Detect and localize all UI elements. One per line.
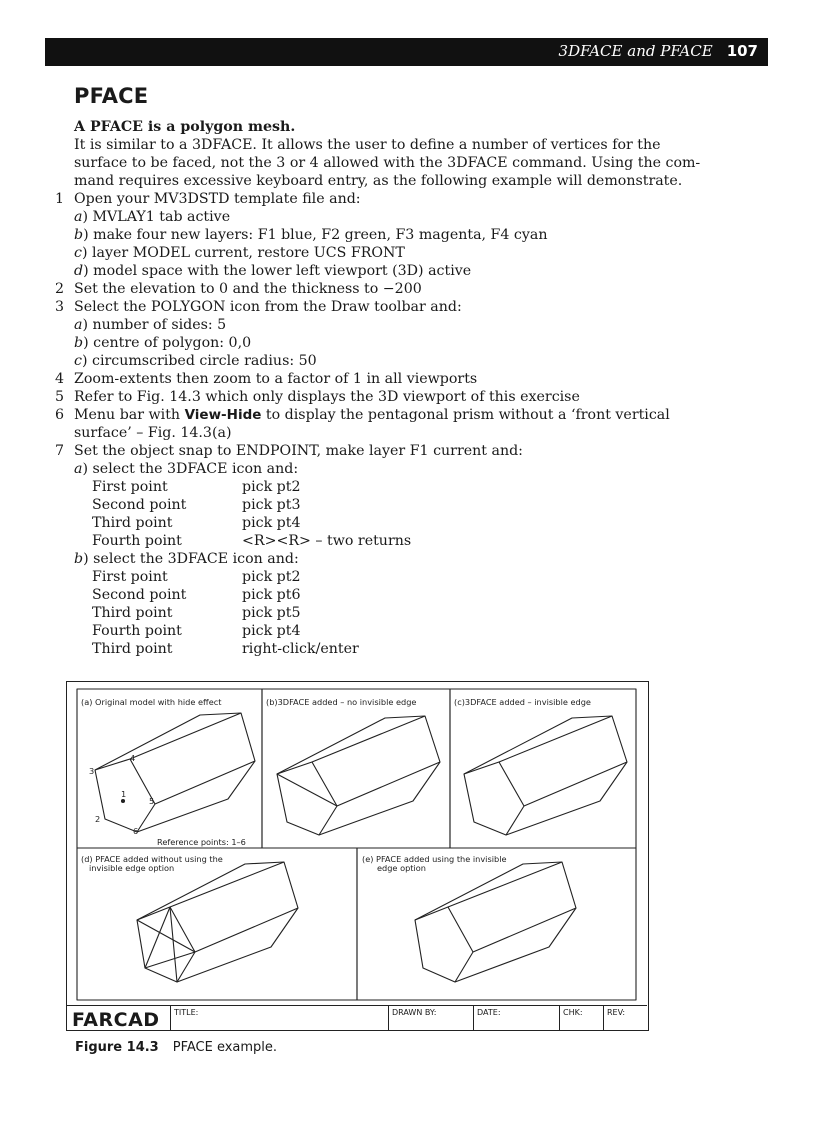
step-number: 3 [55,299,65,315]
figure-caption [75,1040,277,1055]
cad-drawing [67,682,647,1005]
sub-text: ) layer MODEL current, restore UCS FRONT [81,245,405,261]
panel-e-label-1: (e) PFACE added using the invisible [362,854,507,864]
sub-label: c [74,245,82,261]
panel-b-label: (b)3DFACE added – no invisible edge [266,697,417,707]
prompt-row [0,604,816,622]
step-text: Menu bar with [74,407,185,423]
pentagon-front-d [137,907,195,982]
prompt-key: Second point [92,497,187,513]
prompt-row [0,640,816,658]
prism-c [464,716,627,835]
running-title-text: 3DFACE and PFACE [558,42,713,60]
prism-e-edge [448,862,562,907]
prism-d-edge [170,862,284,907]
step-6 [0,406,816,424]
step-6-cont: surface’ – Fig. 14.3(a) [74,425,232,441]
center-point [122,800,125,803]
figure-14-3 [66,681,649,1031]
sub-text: ) circumscribed circle radius: 50 [81,353,317,369]
prism-a-edge [130,713,241,759]
ref-point-6: 6 [133,826,139,836]
drawn-by-field: DRAWN BY: [388,1006,473,1031]
prism-a [95,713,255,832]
step-1c [0,244,816,262]
prompt-row [0,496,816,514]
step-7a [0,460,816,478]
prompt-value: pick pt4 [242,515,301,531]
sub-text: ) make four new layers: F1 blue, F2 green, F3 magenta, F4 cyan [83,227,548,243]
step-text: Set the elevation to 0 and the thickness to −200 [74,281,422,297]
step-1a [0,208,816,226]
panel-c-label: (c)3DFACE added – invisible edge [454,697,591,707]
sub-label: a [74,461,83,477]
running-title [559,42,758,60]
pentagon-front-c [464,762,524,835]
sub-label: b [74,551,84,567]
mesh-edge [145,907,170,968]
prompt-value: pick pt6 [242,587,301,603]
panel-d-label-1: (d) PFACE added without using the [81,854,223,864]
prism-d-outline [137,862,298,982]
step-7 [0,442,816,460]
panel-b-frame [262,689,450,848]
section-title: PFACE [74,84,149,108]
sub-label: d [74,263,84,279]
reference-points-note: Reference points: 1–6 [157,837,246,847]
sub-label: c [74,353,82,369]
step-1b [0,226,816,244]
panel-d-label-2: invisible edge option [89,863,175,873]
sub-text: ) centre of polygon: 0,0 [83,335,252,351]
prism-d [137,862,298,982]
chk-field: CHK: [559,1006,603,1031]
prism-c-outline [464,716,627,835]
step-number: 7 [55,443,65,459]
step-text: Refer to Fig. 14.3 which only displays the 3D viewport of this exercise [74,389,580,405]
running-header [45,38,768,66]
ref-point-5: 5 [149,796,155,806]
sub-text: ) select the 3DFACE icon and: [82,461,299,477]
step-text: to display the pentagonal prism without a ‘front vertical [261,407,670,423]
sub-text: ) model space with the lower left viewport (3D) active [83,263,472,279]
prism-e-outline [415,862,576,982]
prism-a-outline [95,713,255,832]
prompt-value: pick pt3 [242,497,301,513]
step-3a [0,316,816,334]
prompt-value: pick pt2 [242,569,301,585]
body-text [0,118,816,658]
date-field: DATE: [473,1006,559,1031]
prism-e [415,862,576,982]
farcad-logo: FARCAD [72,1009,160,1031]
title-field: TITLE: [170,1006,388,1031]
prompt-key: Second point [92,587,187,603]
figure-label: Figure 14.3 [75,1040,159,1055]
step-4 [0,370,816,388]
intro-line: It is similar to a 3DFACE. It allows the user to define a number of vertices for the [74,137,661,153]
menu-command: View-Hide [184,407,262,423]
ref-point-2: 2 [95,814,101,824]
step-2 [0,280,816,298]
step-text: Zoom-extents then zoom to a factor of 1 in all viewports [74,371,478,387]
page-number: 107 [726,42,758,60]
prompt-value: right-click/enter [242,641,359,657]
step-3b [0,334,816,352]
prism-b-outline [277,716,440,835]
step-1d [0,262,816,280]
prompt-key: Third point [92,515,173,531]
panel-e-label-2: edge option [377,863,426,873]
step-number: 1 [55,191,65,207]
step-text: Open your MV3DSTD template file and: [74,191,361,207]
step-number: 5 [55,389,65,405]
pentagon-front-e [415,907,473,982]
prompt-row [0,478,816,496]
sub-text: ) number of sides: 5 [82,317,227,333]
ref-point-1: 1 [121,789,127,799]
sub-text: ) select the 3DFACE icon and: [83,551,299,567]
sub-label: b [74,335,84,351]
prompt-value: pick pt5 [242,605,301,621]
prompt-row [0,514,816,532]
sub-label: b [74,227,84,243]
prompt-key: Third point [92,605,173,621]
step-text: Set the object snap to ENDPOINT, make layer F1 current and: [74,443,523,459]
step-text: Select the POLYGON icon from the Draw toolbar and: [74,299,462,315]
intro-line: surface to be faced, not the 3 or 4 allowed with the 3DFACE command. Using the com- [74,155,701,171]
prompt-key: First point [92,569,168,585]
prompt-value: pick pt4 [242,623,301,639]
title-block [67,1005,647,1031]
prism-b-edge [312,716,425,762]
intro-lead: A PFACE is a polygon mesh. [74,119,296,135]
ref-point-3: 3 [89,766,95,776]
prism-b [277,716,440,835]
rev-field: REV: [603,1006,647,1031]
prompt-row [0,568,816,586]
prompt-row [0,586,816,604]
step-number: 4 [55,371,65,387]
prompt-value: pick pt2 [242,479,301,495]
prompt-key: Fourth point [92,623,182,639]
prompt-key: Third point [92,641,173,657]
step-5 [0,388,816,406]
step-1 [0,190,816,208]
pentagon-front-b [277,762,337,835]
panel-a-label: (a) Original model with hide effect [81,697,222,707]
step-7b [0,550,816,568]
intro-line: mand requires excessive keyboard entry, as the following example will demonstrate. [74,173,683,189]
step-3 [0,298,816,316]
sub-label: a [74,209,83,225]
ref-point-4: 4 [130,753,136,763]
prompt-row [0,622,816,640]
mesh-edge [145,952,195,968]
prompt-key: First point [92,479,168,495]
prism-c-edge [499,716,612,762]
step-number: 6 [55,407,65,423]
figure-caption-text: PFACE example. [172,1040,278,1055]
prompt-key: Fourth point [92,533,182,549]
prompt-value: <R><R> – two returns [242,533,412,549]
sub-label: a [74,317,83,333]
prompt-row [0,532,816,550]
step-3c [0,352,816,370]
sub-text: ) MVLAY1 tab active [82,209,231,225]
step-number: 2 [55,281,65,297]
